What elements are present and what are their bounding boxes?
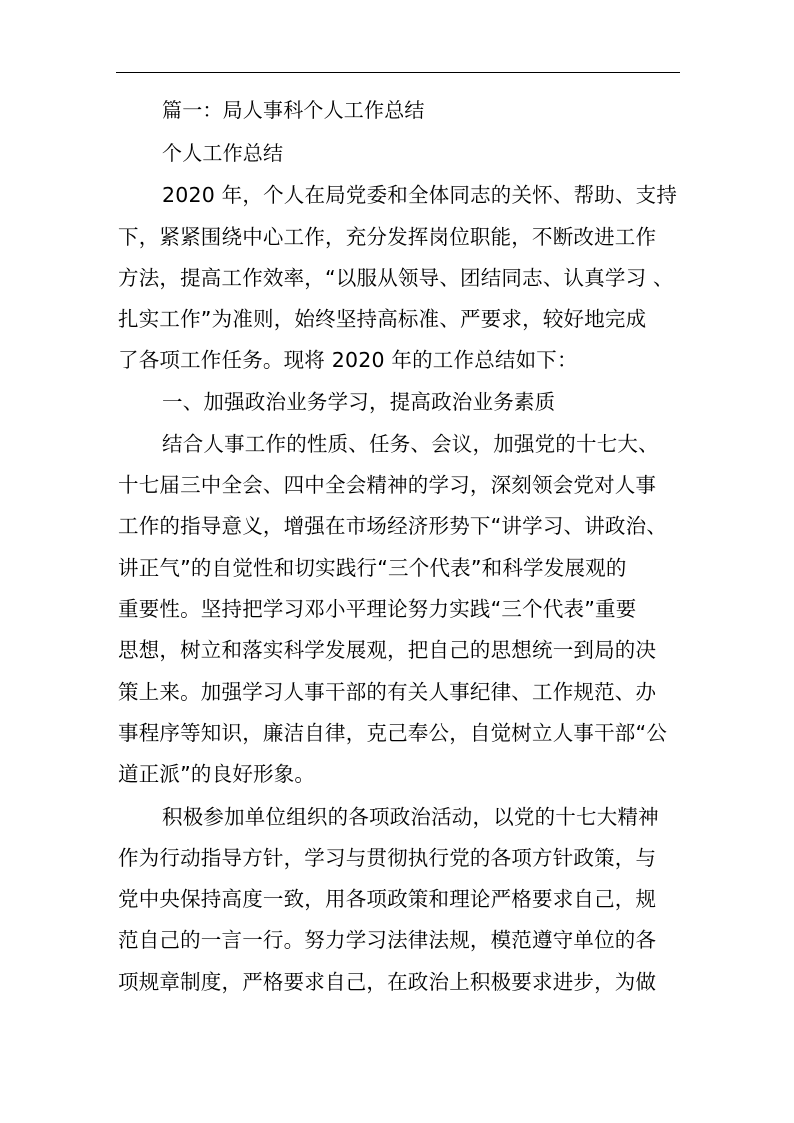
text-line: 方法，提高工作效率，“以服从领导、团结同志、认真学习 、 <box>118 266 674 290</box>
text-line: 2020 年，个人在局党委和全体同志的关怀、帮助、支持 <box>162 183 678 207</box>
text-line: 策上来。加强学习人事干部的有关人事纪律、工作规范、办 <box>118 680 657 704</box>
text-line: 作为行动指导方针，学习与贯彻执行党的各项方针政策，与 <box>118 846 657 870</box>
text-line: 范自己的一言一行。努力学习法律法规，模范遵守单位的各 <box>118 928 657 952</box>
text-line: 道正派”的良好形象。 <box>118 762 316 786</box>
text-line: 扎实工作”为准则，始终坚持高标准、严要求，较好地完成 <box>118 307 647 331</box>
document-subtitle: 个人工作总结 <box>162 141 284 165</box>
text-line: 党中央保持高度一致，用各项政策和理论严格要求自己，规 <box>118 887 657 911</box>
text-line: 工作的指导意义，增强在市场经济形势下“讲学习、讲政治、 <box>118 514 668 538</box>
text-line: 事程序等知识，廉洁自律，克己奉公，自觉树立人事干部“公 <box>118 721 668 745</box>
text-line: 积极参加单位组织的各项政治活动，以党的十七大精神 <box>162 805 659 829</box>
section-heading: 一、加强政治业务学习，提高政治业务素质 <box>162 390 556 414</box>
header-rule <box>116 72 680 73</box>
text-line: 了各项工作任务。现将 2020 年的工作总结如下： <box>118 348 578 372</box>
document-title: 篇一：局人事科个人工作总结 <box>162 98 425 122</box>
text-line: 讲正气”的自觉性和切实践行“三个代表”和科学发展观的 <box>118 556 627 580</box>
text-line: 下，紧紧围绕中心工作，充分发挥岗位职能，不断改进工作 <box>118 225 657 249</box>
text-line: 十七届三中全会、四中全会精神的学习，深刻领会党对人事 <box>118 473 657 497</box>
text-line: 思想，树立和落实科学发展观，把自己的思想统一到局的决 <box>118 638 657 662</box>
text-line: 结合人事工作的性质、任务、会议，加强党的十七大、 <box>162 432 659 456</box>
text-line: 重要性。坚持把学习邓小平理论努力实践“三个代表”重要 <box>118 597 637 621</box>
text-line: 项规章制度，严格要求自己，在政治上积极要求进步，为做 <box>118 970 657 994</box>
